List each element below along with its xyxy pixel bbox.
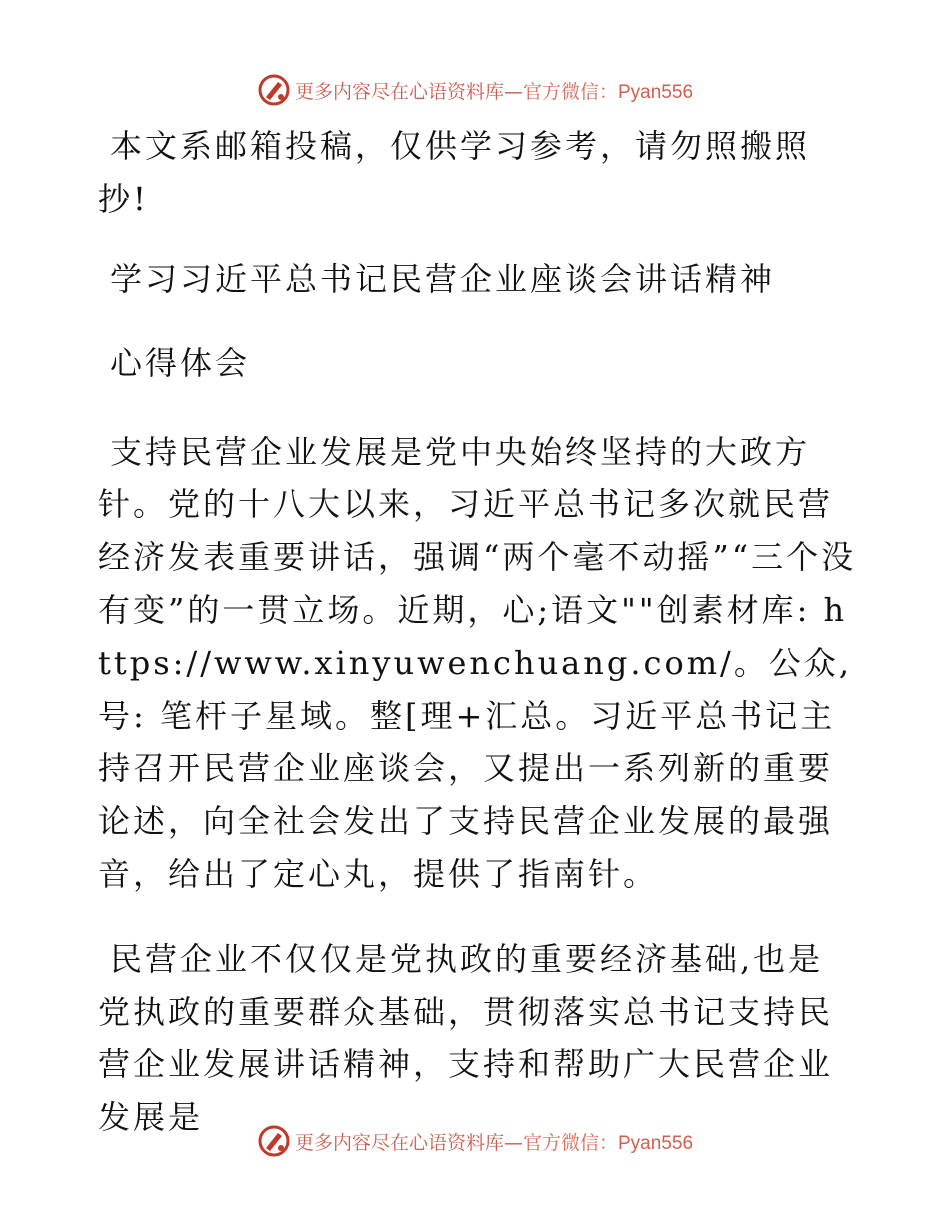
- header-official-label: 官方微信：: [522, 80, 618, 103]
- paragraph-1: 支持民营企业发展是党中央始终坚持的大政方针。党的十八大以来，习近平总书记多次就民营经济发表重要讲话，强调“两个毫不动摇”“三个没有变”的一贯立场。近期，心;语文""创素材库: https://www.xinyuwenchuang.com/。公众,号: 笔杆子星域。整[理+汇总。习近平总书记主持召开民营企业座谈会，又提出一系列新的重要论述，向全社会发出了支持民营企业发展的最强音，给出了定心丸，提供了指南针。: [98, 432, 857, 893]
- header-wechat-id: Pyan556: [618, 81, 694, 103]
- copy-notice: 本文系邮箱投稿，仅供学习参考，请勿照搬照抄!: [98, 127, 811, 218]
- header-watermark-banner: [0, 70, 950, 110]
- document-body: [98, 120, 858, 1176]
- brand-logo-icon: [257, 73, 291, 107]
- document-title-line-1: 学习习近平总书记民营企业座谈会讲话精神: [110, 259, 776, 298]
- footer-watermark-banner: [0, 1121, 950, 1161]
- footer-brand-text: 更多内容尽在心语资料库: [294, 1131, 504, 1154]
- footer-watermark-text: [295, 1128, 693, 1155]
- brand-logo-icon: [257, 1124, 291, 1158]
- footer-official-label: 官方微信：: [522, 1131, 618, 1154]
- header-watermark-text: [295, 77, 693, 104]
- paragraph-2: 民营企业不仅仅是党执政的重要经济基础,也是党执政的重要群众基础，贯彻落实总书记支持民营企业发展讲话精神，支持和帮助广大民营企业发展是: [98, 939, 834, 1137]
- document-title-line-2: 心得体会: [110, 343, 251, 382]
- footer-wechat-id: Pyan556: [618, 1132, 694, 1154]
- header-brand-text: 更多内容尽在心语资料库: [294, 80, 504, 103]
- footer-dash: —: [503, 1131, 523, 1154]
- header-dash: —: [503, 80, 523, 103]
